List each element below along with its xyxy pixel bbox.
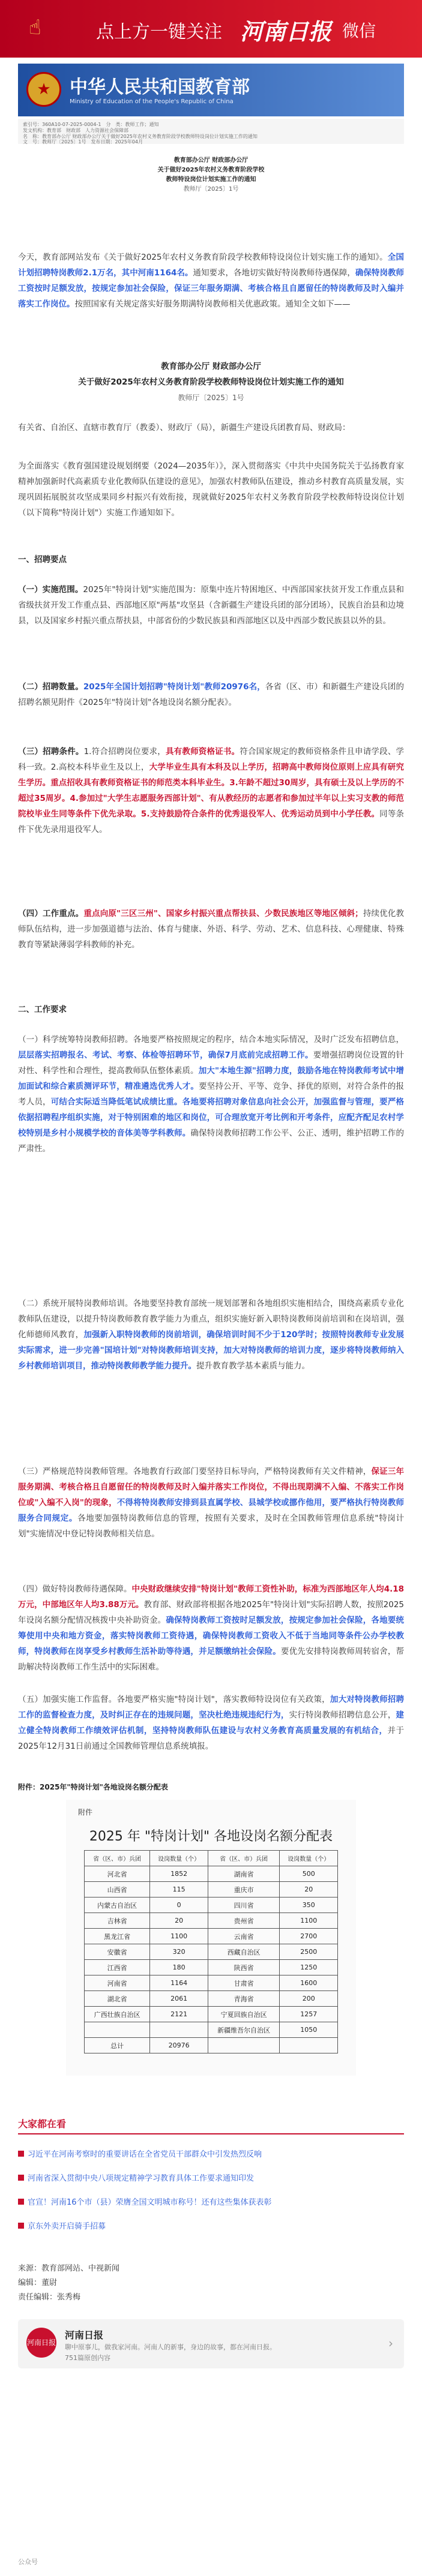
table-cell: 湖南省: [208, 1866, 280, 1882]
banner-brand: 河南日报: [240, 18, 332, 45]
notice-number: 教师厅〔2025〕1号: [178, 394, 244, 402]
table-cell: 江西省: [85, 1960, 150, 1975]
main-paragraph: 为全面落实《教育强国建设规划纲要（2024—2035年）》，深入贯彻落实《中共中央国务院关于弘扬教育家精神加强新时代高素质专业化教师队伍建设的意见》，加强农村教师队伍建设，推动乡村教育高质量发展，实现巩固拓展脱贫攻坚成果同乡村振兴有效衔接，现就做好2025年农村义务教育阶段学校教师特设岗位计划（以下简称"特岗计划"）实施工作通知如下。: [18, 461, 404, 518]
account-name: 河南日报: [65, 2329, 104, 2341]
table-cell: [208, 2038, 280, 2053]
doc-small-number: 教师厅〔2025〕1号: [183, 186, 239, 193]
editor-line: 编辑：董尉: [18, 2278, 58, 2287]
management-paragraph: （三）严格规范特岗教师管理。各地教育行政部门要坚持目标导向，严格特岗教师有关文件精神，保证三年服务期满、考核合格且自愿留任的特岗教师及时入编并落实工作岗位，不得出现期满不入编、不落实工作岗位或"入编不入岗"的现象，不得将特岗教师安排到县直属学校、县城学校或挪作他用，要严格执行特岗教师服务合同规定。各地要加强特岗教师信息的管理，按照有关要求，及时在全国教师管理信息系统"特岗计划"实施情况中登记特岗教师相关信息。: [18, 1467, 405, 1539]
table-cell: 320: [150, 1944, 208, 1960]
table-cell: 1257: [280, 2007, 338, 2022]
doc-meta-table: [18, 119, 404, 144]
table-cell: 1600: [280, 1975, 338, 1991]
table-header: 省（区、市）兵团: [208, 1851, 280, 1866]
table-cell: [150, 2022, 208, 2038]
table-cell: 1050: [280, 2022, 338, 2038]
table-row: [85, 1975, 338, 1991]
table-cell: 2500: [280, 1944, 338, 1960]
recommend-link[interactable]: 习近平在河南考察时的重要讲话在全省党员干部群众中引发热烈反响: [18, 2148, 262, 2159]
table-cell: [280, 2038, 338, 2053]
recommend-divider: [18, 2133, 404, 2134]
doc-small-title: 关于做好2025年农村义务教育阶段学校: [157, 167, 265, 173]
greeting: 有关省、自治区、直辖市教育厅（教委）、财政厅（局），新疆生产建设兵团教育局、财政局：: [18, 423, 351, 433]
scope-paragraph: （一）实施范围。2025年"特岗计划"实施范围为：原集中连片特困地区、中西部国家扶贫开发工作重点县和省级扶贫开发工作重点县、西部地区原"两基"攻坚县（含新疆生产建设兵团的部分团场），民族自治县和边境县，以及国家乡村振兴重点帮扶县，中部省份的少数民族县和西部地区以及中西部少数民族县以外的县。: [18, 585, 404, 626]
pointing-hand-icon: ☝: [29, 16, 41, 40]
table-cell: 河南省: [85, 1975, 150, 1991]
follow-banner[interactable]: [0, 0, 422, 58]
table-cell: 广西壮族自治区: [85, 2007, 150, 2022]
table-row: [85, 2038, 338, 2053]
banner-text: 点上方一键关注: [96, 22, 222, 43]
doc-small-title: 教育部办公厅 财政部办公厅: [173, 157, 249, 164]
table-cell: [85, 2022, 150, 2038]
chief-editor-line: 责任编辑：张秀梅: [18, 2293, 81, 2302]
banner-suffix: 微信: [342, 21, 376, 41]
attachment-label: 附件：2025年"特岗计划"各地设岗名额分配表: [18, 1783, 168, 1791]
table-cell: 350: [280, 1898, 338, 1913]
table-row: [85, 1944, 338, 1960]
table-cell: 黑龙江省: [85, 1929, 150, 1944]
table-cell: 湖北省: [85, 1991, 150, 2007]
recommend-title: 大家都在看: [18, 2118, 67, 2130]
quota-paragraph: （二）招聘数量。2025年全国计划招聘"特岗计划"教师20976名，各省（区、市）和新疆生产建设兵团的招聘名额见附件《2025年"特岗计划"各地设岗名额分配表》。: [18, 682, 405, 707]
recommend-section: [18, 2112, 404, 2253]
bullet-icon: [18, 2175, 24, 2181]
account-logo: 河南日报: [26, 2328, 56, 2358]
meta-line: 发文机构：教育部 财政部 人力资源社会保障部: [23, 128, 128, 133]
table-cell: 云南省: [208, 1929, 280, 1944]
table-cell: 2700: [280, 1929, 338, 1944]
table-cell: 总计: [85, 2038, 150, 2053]
table-header-row: [85, 1851, 338, 1866]
table-cell: 1164: [150, 1975, 208, 1991]
table-cell: 西藏自治区: [208, 1944, 280, 1960]
table-cell: 山西省: [85, 1882, 150, 1898]
table-row: [85, 1960, 338, 1975]
table-cell: 20: [280, 1882, 338, 1898]
moe-subtitle: Ministry of Education of the People's Republic of China: [70, 98, 234, 105]
table-cell: 内蒙古自治区: [85, 1898, 150, 1913]
table-cell: 1852: [150, 1866, 208, 1882]
table-row: [85, 1991, 338, 2007]
table-row: [85, 2007, 338, 2022]
training-paragraph: （二）系统开展特岗教师培训。各地要坚持教育部统一规划部署和各地组织实施相结合，围绕高素质专业化教师队伍建设，以提升特岗教师教育教学能力为重点，组织实施好新入职特岗教师岗前培训和在岗培训，强化师德师风教育，加强新入职特岗教师的岗前培训，确保培训时间不少于120学时；按照特岗教师专业发展实际需求，进一步完善"国培计划"对特岗教师培训支持，加大对特岗教师的培训力度，逐步将特岗教师纳入乡村教师培训项目，推动特岗教师教学能力提升。提升教育教学基本素质与能力。: [18, 1299, 405, 1371]
table-row: [85, 2022, 338, 2038]
footer-label: 公众号: [18, 2558, 38, 2566]
table-cell: 20: [150, 1913, 208, 1929]
table-cell: 吉林省: [85, 1913, 150, 1929]
table-cell: 青海省: [208, 1991, 280, 2007]
meta-line: 文 号：教师厅〔2025〕1号 发布日期：2025年04月: [23, 139, 143, 145]
table-cell: 1100: [150, 1929, 208, 1944]
table-cell: 重庆市: [208, 1882, 280, 1898]
chevron-right-icon: ›: [388, 2336, 393, 2350]
table-cell: 贵州省: [208, 1913, 280, 1929]
table-cell: 2121: [150, 2007, 208, 2022]
table-cell: 115: [150, 1882, 208, 1898]
focus-paragraph: （四）工作重点。重点向原"三区三州"、国家乡村振兴重点帮扶县、少数民族地区等地区倾斜；持续优化教师队伍结构，进一步加强道德与法治、体育与健康、外语、科学、劳动、艺术、信息科技、心理健康、特殊教育等紧缺薄弱学科教师的补充。: [18, 909, 404, 950]
recruit-paragraph: （一）科学统筹特岗教师招聘。各地要严格按照规定的程序，结合本地实际情况，及时广泛发布招聘信息，层层落实招聘报名、考试、考察、体检等招聘环节，确保7月底前完成招聘工作。要增强招聘岗位设置的针对性、科学性和合理性，提高教师队伍整体素质。加大"本地生源"招聘力度，鼓励各地在特岗教师考试中增加面试和综合素质测评环节，精准遴选优秀人才。要坚持公开、平等、竞争、择优的原则，对符合条件的报考人员，可结合实际适当降低笔试成绩比重。各地要将招聘对象信息向社会公开，加强监督与管理，要严格依据招聘程序组织实施，对于特别困难的地区和岗位，可合理放宽开考比例和开考条件，应配齐配足农村学校特别是乡村小规模学校的音体美等学科教师。确保特岗教师招聘工作公平、公正、透明，维护招聘工作的严肃性。: [18, 1035, 405, 1154]
quota-table: [84, 1850, 338, 2053]
table-header: 设岗数量（个）: [150, 1851, 208, 1866]
table-cell: 新疆维吾尔自治区: [208, 2022, 280, 2038]
table-cell: 180: [150, 1960, 208, 1975]
table-row: [85, 1913, 338, 1929]
table-cell: 陕西省: [208, 1960, 280, 1975]
bullet-icon: [18, 2151, 24, 2157]
table-cell: 河北省: [85, 1866, 150, 1882]
meta-line: 索引号：360A10-07-2025-0004-1 分 类：教师工作；通知: [23, 122, 159, 127]
table-header: 设岗数量（个）: [280, 1851, 338, 1866]
table-corner-label: 附件: [78, 1808, 93, 1817]
moe-header: [18, 64, 404, 116]
section-heading: 二、工作要求: [18, 1005, 67, 1014]
recommend-link[interactable]: 京东外卖开启骑手招募: [18, 2220, 106, 2231]
account-desc: 聊中原事儿，做我家河南。河南人的新事，身边的故事，都在河南日报。: [65, 2343, 276, 2351]
table-cell: 0: [150, 1898, 208, 1913]
notice-title: 教育部办公厅 财政部办公厅: [161, 362, 261, 371]
table-title: 2025 年 "特岗计划" 各地设岗名额分配表: [89, 1829, 333, 1844]
table-row: [85, 1929, 338, 1944]
bullet-icon: [18, 2223, 24, 2229]
table-cell: 200: [280, 1991, 338, 2007]
table-cell: 500: [280, 1866, 338, 1882]
recommend-link[interactable]: 官宣！河南16个市（县）荣膺全国文明城市称号！还有这些集体获表彰: [18, 2196, 272, 2207]
account-card[interactable]: [18, 2319, 404, 2368]
table-cell: 1250: [280, 1960, 338, 1975]
account-article-count: 751篇原创内容: [65, 2354, 110, 2362]
table-cell: 20976: [150, 2038, 208, 2053]
moe-title: 中华人民共和国教育部: [70, 77, 250, 98]
quota-table-image: [66, 1800, 356, 2076]
bullet-icon: [18, 2199, 24, 2205]
table-row: [85, 1882, 338, 1898]
table-row: [85, 1898, 338, 1913]
table-cell: 1100: [280, 1913, 338, 1929]
table-cell: 四川省: [208, 1898, 280, 1913]
source-line: 来源：教育部网站、中视新闻: [18, 2264, 120, 2273]
table-cell: 安徽省: [85, 1944, 150, 1960]
table-row: [85, 1866, 338, 1882]
meta-line: 名 称：教育部办公厅 财政部办公厅关于做好2025年农村义务教育阶段学校教师特设岗位计划实施工作的通知: [23, 134, 258, 139]
notice-title: 关于做好2025年农村义务教育阶段学校教师特设岗位计划实施工作的通知: [78, 377, 344, 387]
conditions-paragraph: （三）招聘条件。1.符合招聘岗位要求，具有教师资格证书。符合国家规定的教师资格条件且申请学段、学科一致。2.高校本科毕业生及以上，大学毕业生具有本科及以上学历，招聘高中教师岗位原则上应具有研究生学历。重点招收具有教师资格证书的师范类本科毕业生。3.年龄不超过30周岁，具有硕士及以上学历的不超过35周岁。4.参加过"大学生志愿服务西部计划"、有从教经历的志愿者和参加过半年以上实习支教的师范院校毕业生同等条件下优先录取。5.支持鼓励符合条件的优秀退役军人、优秀运动员到中小学任教。同等条件下优先录用退役军人。: [18, 747, 405, 834]
table-cell: 甘肃省: [208, 1975, 280, 1991]
intro-paragraph: 今天，教育部网站发布《关于做好2025年农村义务教育阶段学校教师特设岗位计划实施工作的通知》。全国计划招聘特岗教师2.1万名，其中河南1164名。通知要求，各地切实做好特岗教师待遇保障，确保特岗教师工资按时足额发放，按规定参加社会保险，保证三年服务期满、考核合格且自愿留任的特岗教师及时入编并落实工作岗位。按照国家有关规定落实好服务期满特岗教师相关优惠政策。通知全文如下——: [18, 253, 405, 309]
section-heading: 一、招聘要点: [18, 555, 67, 565]
salary-paragraph: （四）做好特岗教师待遇保障。中央财政继续安排"特岗计划"教师工资性补助，标准为西部地区年人均4.18万元，中部地区年人均3.88万元。教育部、财政部将根据各地2025年"特岗计划"实际招聘人数，按照2025年设岗名额分配情况核拨中央补助资金。确保特岗教师工资按时足额发放，按规定参加社会保险，各地要统筹使用中央和地方资金，落实特岗教师工资待遇，确保特岗教师工资收入不低于当地同等条件公办学校教师，特岗教师在岗享受乡村教师生活补助等待遇，并足额缴纳社会保险。要优先安排特岗教师周转宿舍，帮助解决特岗教师工作生活中的实际困难。: [18, 1584, 405, 1672]
table-cell: 宁夏回族自治区: [208, 2007, 280, 2022]
recommend-link[interactable]: 河南省深入贯彻中央八项规定精神学习教育具体工作要求通知印发: [18, 2172, 254, 2183]
national-emblem-icon: ★: [26, 72, 61, 107]
doc-small-title: 教师特设岗位计划实施工作的通知: [166, 176, 256, 183]
table-header: 省（区、市）兵团: [85, 1851, 150, 1866]
supervision-paragraph: （五）加强实施工作监督。各地要严格实施"特岗计划"，落实教师特设岗位有关政策，加大对特岗教师招聘工作的监督检查力度，及时纠正存在的违规问题，坚决杜绝违规违纪行为，实行特岗教师招聘信息公开，建立健全特岗教师工作绩效评估机制，坚持特岗教师队伍建设与农村义务教育高质量发展的有机结合，并于2025年12月31日前通过全国教师管理信息系统填报。: [18, 1695, 405, 1751]
table-cell: 2061: [150, 1991, 208, 2007]
